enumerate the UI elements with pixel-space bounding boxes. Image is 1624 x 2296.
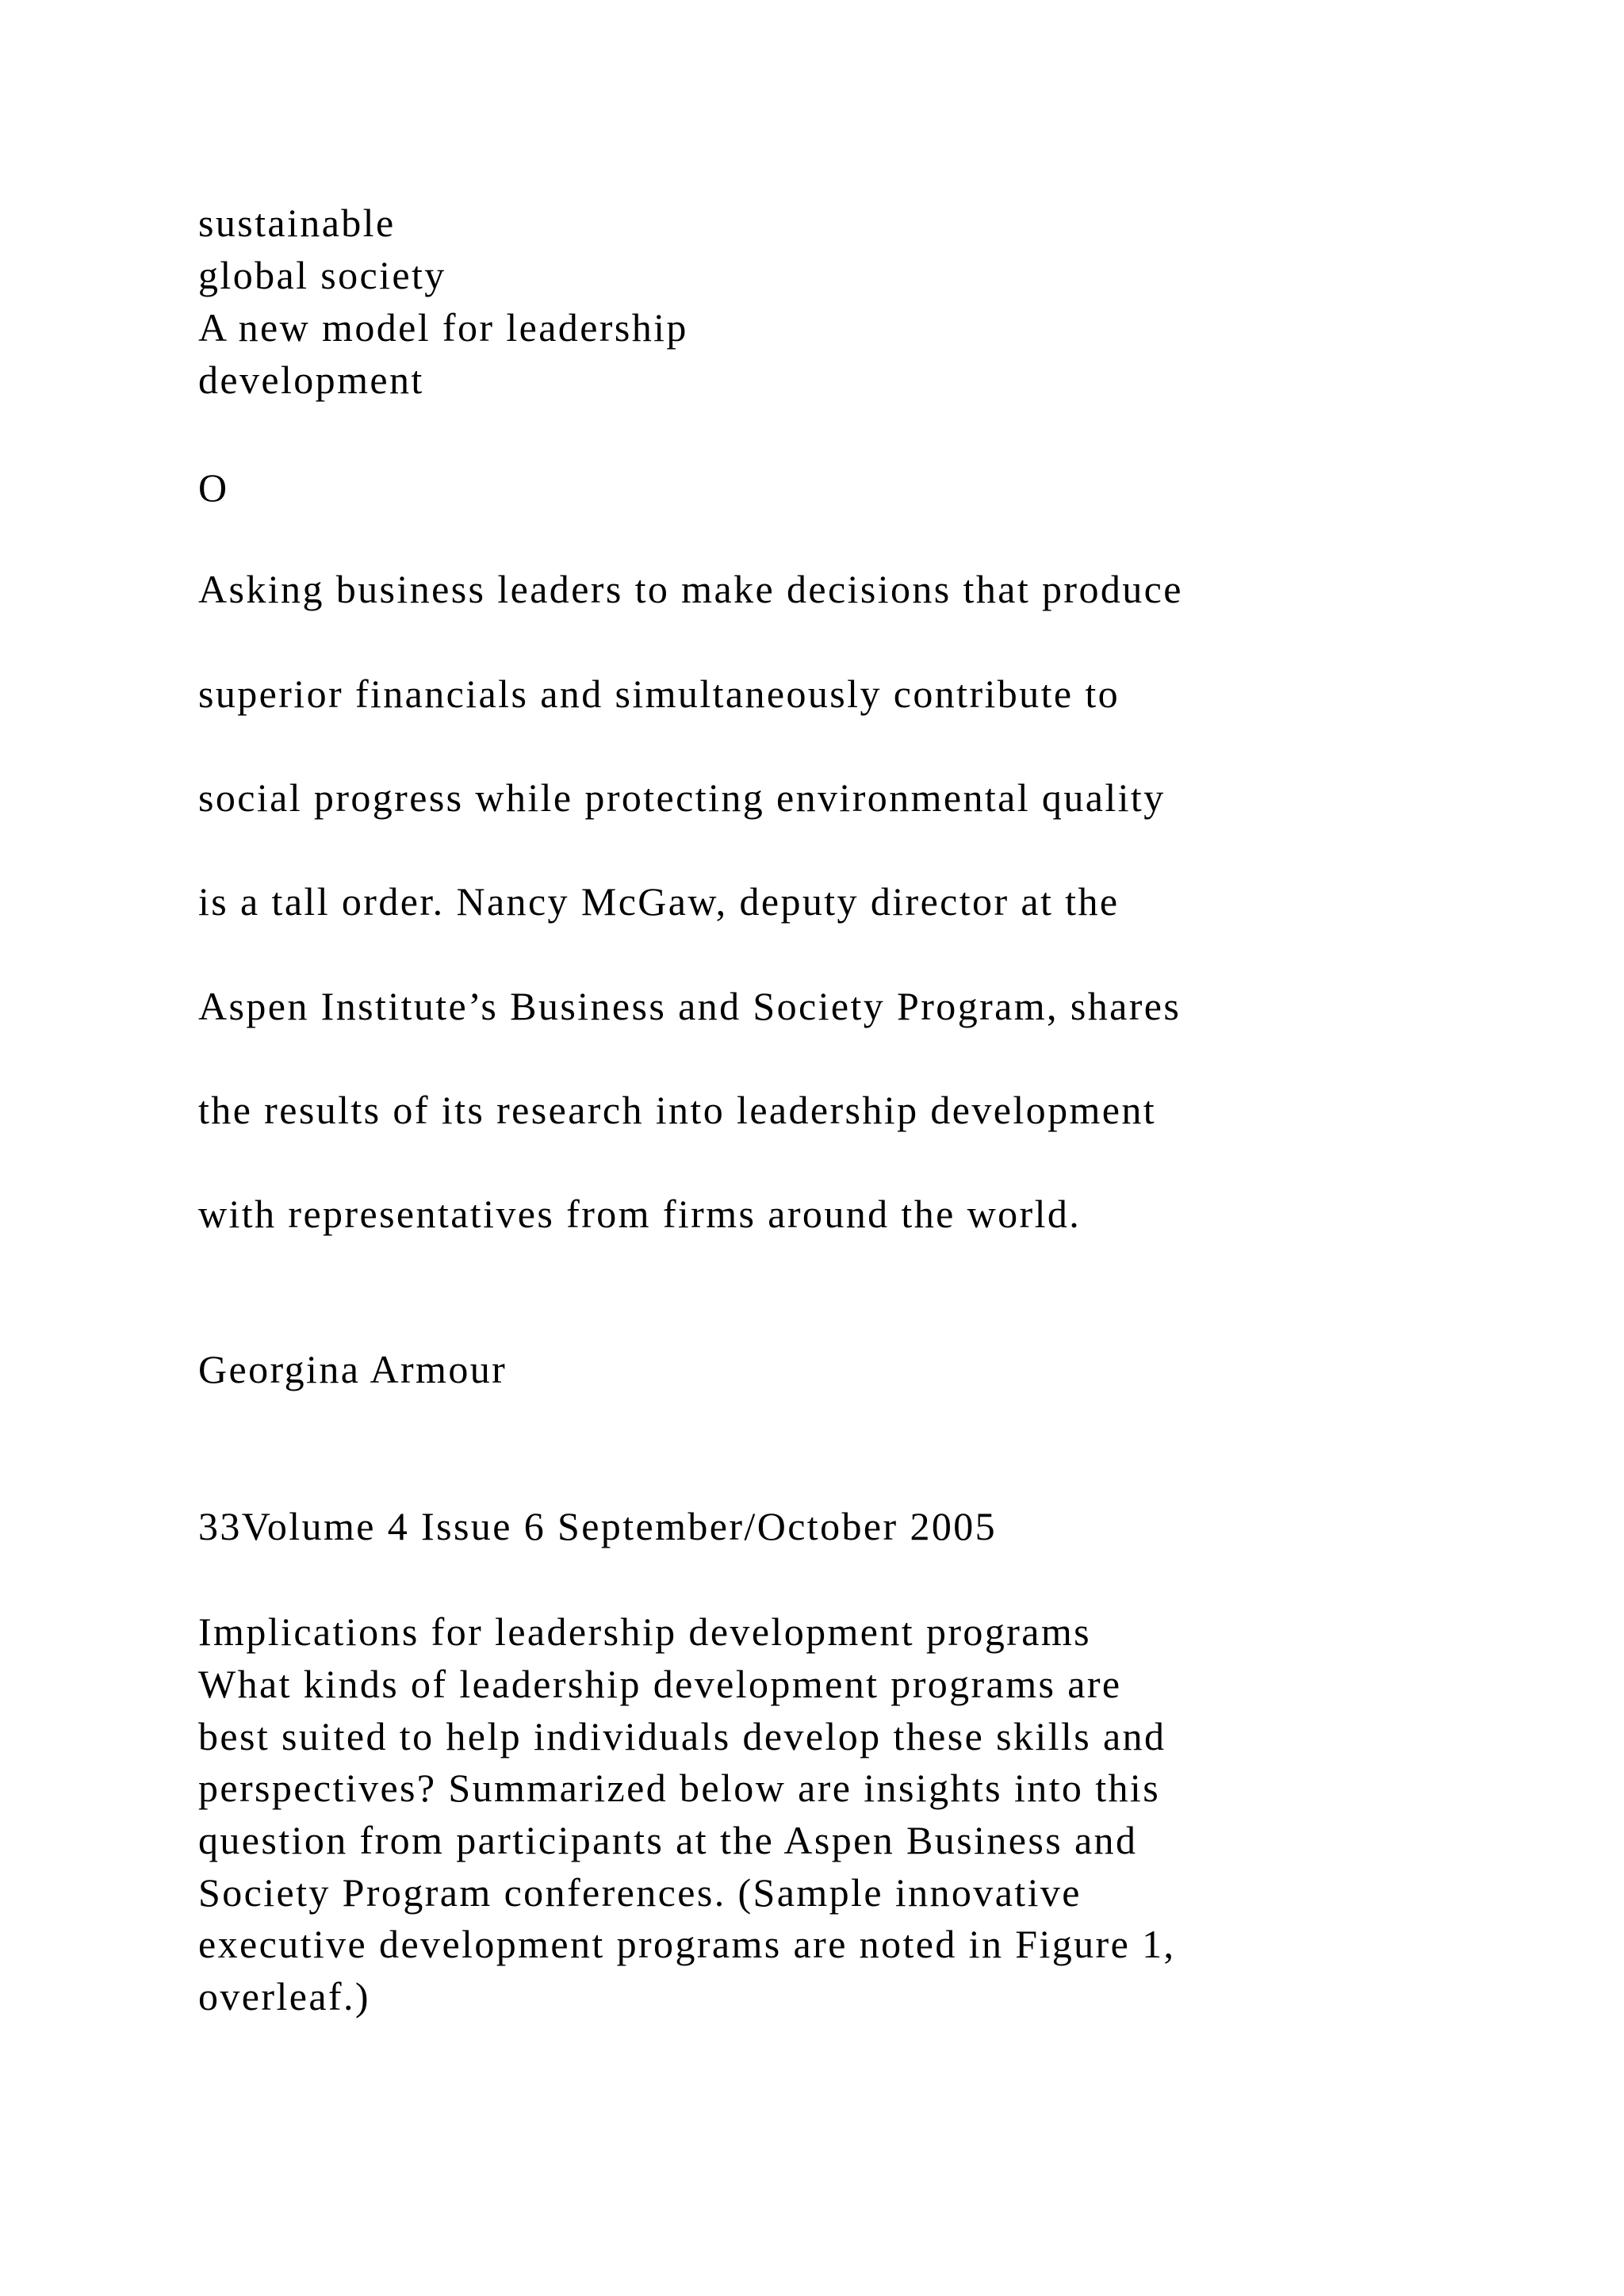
drop-letter: O <box>198 465 229 510</box>
standfirst-line: the results of its research into leadership development <box>198 1088 1157 1132</box>
title-line: global society <box>198 253 446 297</box>
standfirst-line: superior financials and simultaneously contribute to <box>198 672 1120 716</box>
section-heading: Implications for leadership development programs <box>198 1609 1092 1654</box>
title-line: A new model for leadership <box>198 305 688 350</box>
standfirst-line: with representatives from firms around the world. <box>198 1192 1082 1236</box>
title-line: development <box>198 358 424 402</box>
body-line: question from participants at the Aspen Business and <box>198 1818 1138 1862</box>
body-line: Society Program conferences. (Sample innovative <box>198 1870 1082 1915</box>
standfirst-line: social progress while protecting environmental quality <box>198 775 1166 820</box>
standfirst-line: Asking business leaders to make decisions that produce <box>198 567 1183 611</box>
body-line: What kinds of leadership development programs are <box>198 1662 1122 1706</box>
standfirst-line: is a tall order. Nancy McGaw, deputy director at the <box>198 879 1120 924</box>
body-line: perspectives? Summarized below are insights into this <box>198 1766 1161 1810</box>
standfirst-line: Aspen Institute’s Business and Society Program, shares <box>198 984 1182 1028</box>
folio-line: 33Volume 4 Issue 6 September/October 2005 <box>198 1504 998 1548</box>
body-line: best suited to help individuals develop these skills and <box>198 1714 1166 1758</box>
body-line: executive development programs are noted in Figure 1, <box>198 1922 1176 1966</box>
body-line: overleaf.) <box>198 1974 370 2019</box>
author-name: Georgina Armour <box>198 1347 508 1391</box>
title-line: sustainable <box>198 201 396 245</box>
